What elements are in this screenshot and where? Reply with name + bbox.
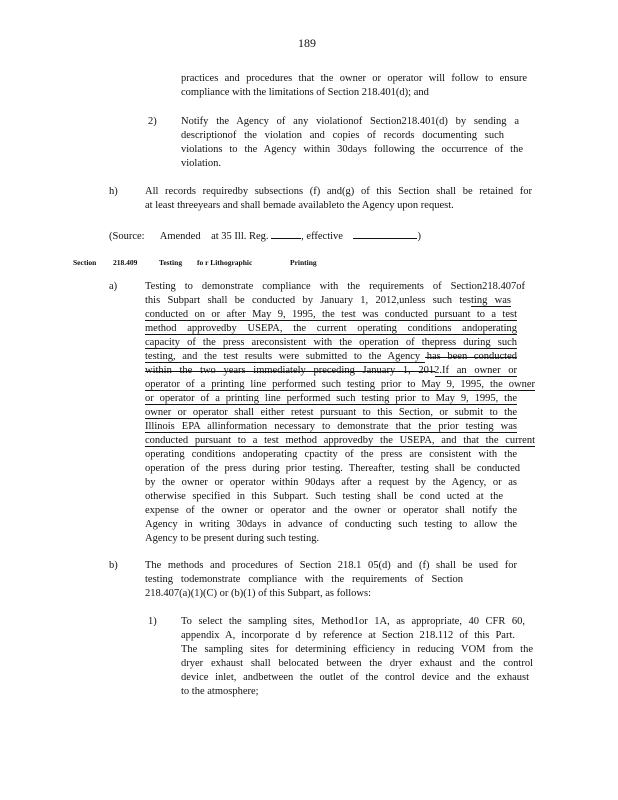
section-label: Section — [73, 258, 97, 267]
intro-line: compliance with the limitations of Section 218.401(d); and — [181, 87, 429, 98]
para-b1-line: to the atmosphere; — [181, 686, 259, 697]
insertion-underline — [145, 334, 517, 335]
para-a-line: operator of a printing line performed such testing prior to May 9, 1995, the owner — [145, 379, 535, 390]
para-a-line: Agency to be present during such testing. — [145, 533, 320, 544]
source-effective: , effective — [301, 231, 343, 242]
insertion-underline — [471, 306, 511, 307]
para-b1-line: dryer exhaust shall belocated between the dryer exhaust and the control — [181, 658, 533, 669]
para-a-line: Agency in writing 30days in advance of conducting such testing to allow the — [145, 519, 517, 530]
para-b1-line: appendix A, incorporate d by reference at Section 218.112 of this Part. — [181, 630, 515, 641]
item2-line: Notify the Agency of any violationof Section218.401(d) by sending a — [181, 116, 519, 127]
para-a-line: within the two years immediately preceding January 1, 2012.If an owner or — [145, 365, 517, 376]
section-title: fo r Lithographic — [197, 258, 253, 267]
item2-line: descriptionof the violation and copies of records documenting such — [181, 130, 504, 141]
para-a-line: expense of the owner or operator and the owner or operator shall notify the — [145, 505, 517, 516]
para-a-line: this Subpart shall be conducted by January 1, 2012,unless such testing was — [145, 295, 511, 306]
source-label: (Source: — [109, 231, 145, 242]
section-title: Printing — [290, 258, 317, 267]
insertion-underline — [145, 390, 535, 391]
itemh-line: All records requiredby subsections (f) and(g) of this Section shall be retained for — [145, 186, 532, 197]
source-reg: at 35 Ill. Reg. — [211, 231, 269, 242]
para-b1-line: To select the sampling sites, Method1or 1A, as appropriate, 40 CFR 60, — [181, 616, 525, 627]
source-close: ) — [417, 231, 421, 242]
deletion-strikethrough — [425, 357, 517, 358]
para-a-line: method approvedby USEPA, the current operating conditions andoperating — [145, 323, 517, 334]
intro-line: practices and procedures that the owner or operator will follow to ensure — [181, 73, 527, 84]
para-b-line: The methods and procedures of Section 218.1 05(d) and (f) shall be used for — [145, 560, 517, 571]
deletion-strikethrough — [145, 371, 435, 372]
insertion-underline — [145, 432, 517, 433]
item2-line: violations to the Agency within 30days following the occurrence of the — [181, 144, 523, 155]
itemh-line: at least threeyears and shall bemade availableto the Agency upon request. — [145, 200, 454, 211]
date-blank — [353, 228, 417, 239]
reg-blank — [271, 228, 301, 239]
insertion-underline — [145, 348, 517, 349]
insertion-underline — [145, 418, 517, 419]
source-amended: Amended — [159, 231, 201, 242]
insertion-underline — [145, 320, 517, 321]
para-a-line: conducted on or after May 9, 1995, the test was conducted pursuant to a test — [145, 309, 517, 320]
item-label: 1) — [148, 616, 157, 627]
item2-line: violation. — [181, 158, 221, 169]
insertion-underline — [145, 362, 425, 363]
para-a-line: Testing to demonstrate compliance with the requirements of Section218.407of — [145, 281, 525, 292]
para-a-line: by the owner or operator within 90days after a request by the Agency, or as — [145, 477, 517, 488]
item-label: h) — [109, 186, 118, 197]
insertion-underline — [435, 376, 517, 377]
insertion-underline — [145, 404, 517, 405]
para-a-line: operating conditions andoperating cpactity of the press are consistent with the — [145, 449, 517, 460]
para-b-line: 218.407(a)(1)(C) or (b)(1) of this Subpart, as follows: — [145, 588, 371, 599]
source-note — [109, 228, 421, 243]
item-label: 2) — [148, 116, 157, 127]
para-a-line: capacity of the press areconsistent with the operation of thepress during such — [145, 337, 517, 348]
section-number: 218.409 — [113, 258, 138, 267]
item-label: a) — [109, 281, 118, 292]
para-a-line: Illinois EPA allinformation necessary to demonstrate that the prior testing was — [145, 421, 517, 432]
para-a-line: conducted pursuant to a test method approvedby the USEPA, and that the current — [145, 435, 535, 446]
section-title: Testing — [159, 258, 183, 267]
item-label: b) — [109, 560, 118, 571]
insertion-underline — [145, 446, 535, 447]
para-b1-line: The sampling sites for determining efficiency in reducing VOM from the — [181, 644, 533, 655]
para-a-line: operation of the press during prior testing. Thereafter, testing shall be conducted — [145, 463, 520, 474]
para-b-line: testing todemonstrate compliance with the requirements of Section — [145, 574, 463, 585]
para-a-line: owner or operator shall either retest pursuant to this Section, or submit to the — [145, 407, 517, 418]
page-number: 189 — [298, 36, 316, 50]
para-b1-line: device inlet, andbetween the outlet of the control device and the exhaust — [181, 672, 529, 683]
para-a-line: or operator of a printing line performed such testing prior to May 9, 1995, the — [145, 393, 517, 404]
para-a-line: testing, and the test results were submitted to the Agency has been conducted — [145, 351, 517, 362]
para-a-line: otherwise specified in this Subpart. Such testing shall be cond ucted at the — [145, 491, 503, 502]
